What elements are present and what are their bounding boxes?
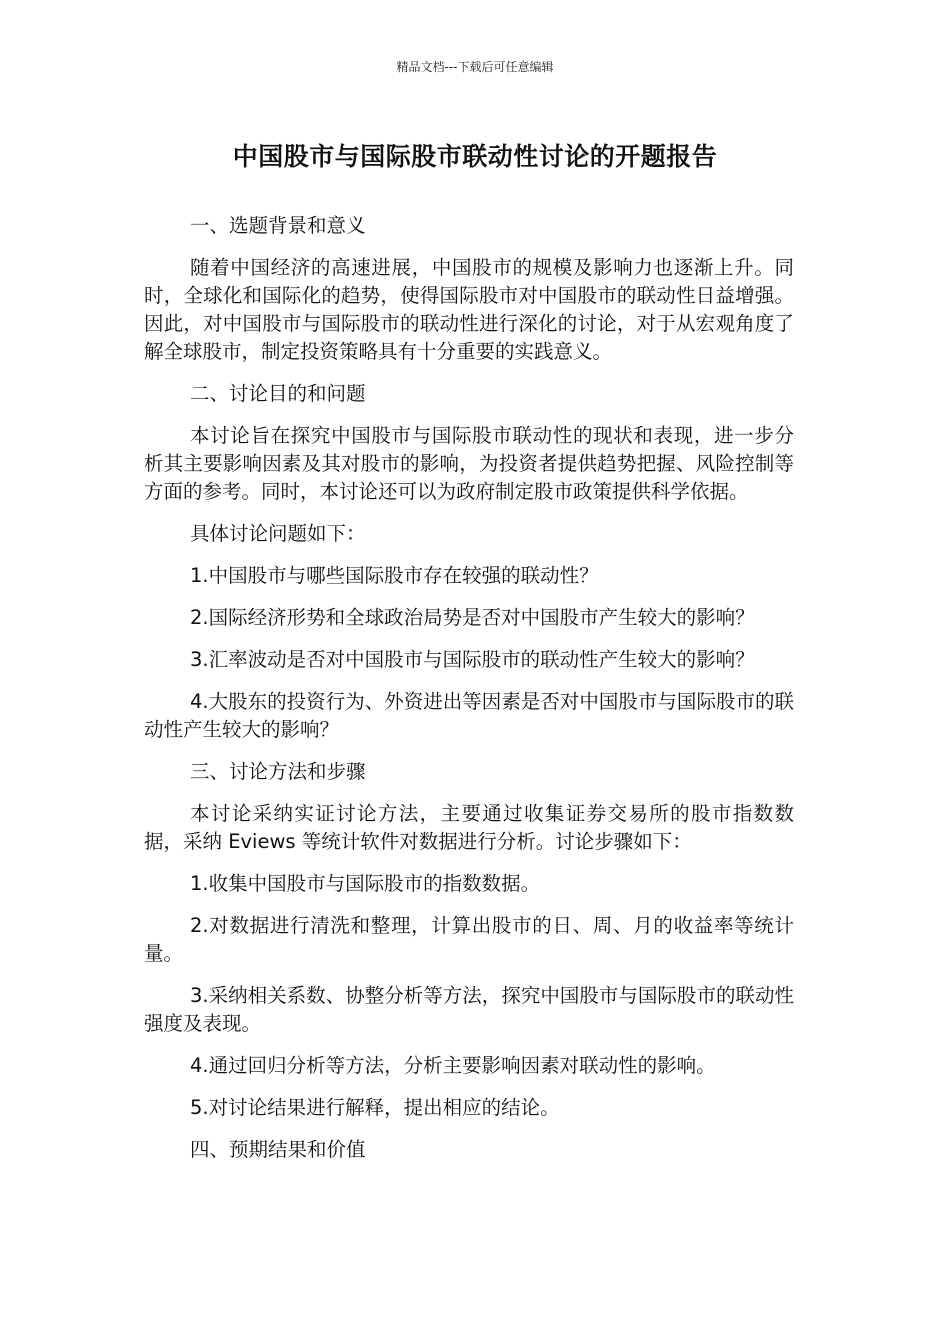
step-item-2: 2.对数据进行清洗和整理，计算出股市的日、周、月的收益率等统计量。 — [144, 914, 794, 965]
question-item-2: 2.国际经济形势和全球政治局势是否对中国股市产生较大的影响？ — [190, 606, 755, 629]
paragraph-method: 本讨论采纳实证讨论方法，主要通过收集证券交易所的股市指数数据，采纳 Eviews 等统计软件对数据进行分析。讨论步骤如下： — [144, 802, 794, 853]
section-heading-expected: 四、预期结果和价值 — [190, 1138, 366, 1161]
questions-intro: 具体讨论问题如下： — [190, 522, 366, 545]
question-item-3: 3.汇率波动是否对中国股市与国际股市的联动性产生较大的影响？ — [190, 648, 755, 671]
step-item-4: 4.通过回归分析等方法，分析主要影响因素对联动性的影响。 — [190, 1054, 716, 1077]
step-item-1: 1.收集中国股市与国际股市的指数数据。 — [190, 872, 541, 895]
question-item-4: 4.大股东的投资行为、外资进出等因素是否对中国股市与国际股市的联动性产生较大的影响？ — [144, 690, 794, 741]
paragraph-background: 随着中国经济的高速进展，中国股市的规模及影响力也逐渐上升。同时，全球化和国际化的趋势，使得国际股市对中国股市的联动性日益增强。因此，对中国股市与国际股市的联动性进行深化的讨论，对于从宏观角度了解全球股市，制定投资策略具有十分重要的实践意义。 — [144, 256, 794, 363]
header-note: 精品文档---下载后可任意编辑 — [396, 60, 554, 74]
section-heading-method: 三、讨论方法和步骤 — [190, 760, 366, 783]
document-title: 中国股市与国际股市联动性讨论的开题报告 — [232, 142, 718, 171]
step-item-5: 5.对讨论结果进行解释，提出相应的结论。 — [190, 1096, 560, 1119]
step-item-3: 3.采纳相关系数、协整分析等方法，探究中国股市与国际股市的联动性强度及表现。 — [144, 984, 794, 1035]
question-item-1: 1.中国股市与哪些国际股市存在较强的联动性？ — [190, 564, 599, 587]
paragraph-purpose: 本讨论旨在探究中国股市与国际股市联动性的现状和表现，进一步分析其主要影响因素及其对股市的影响，为投资者提供趋势把握、风险控制等方面的参考。同时，本讨论还可以为政府制定股市政策提供科学依据。 — [144, 424, 794, 503]
section-heading-background: 一、选题背景和意义 — [190, 214, 366, 237]
section-heading-purpose: 二、讨论目的和问题 — [190, 382, 366, 405]
document-body — [144, 212, 794, 1164]
